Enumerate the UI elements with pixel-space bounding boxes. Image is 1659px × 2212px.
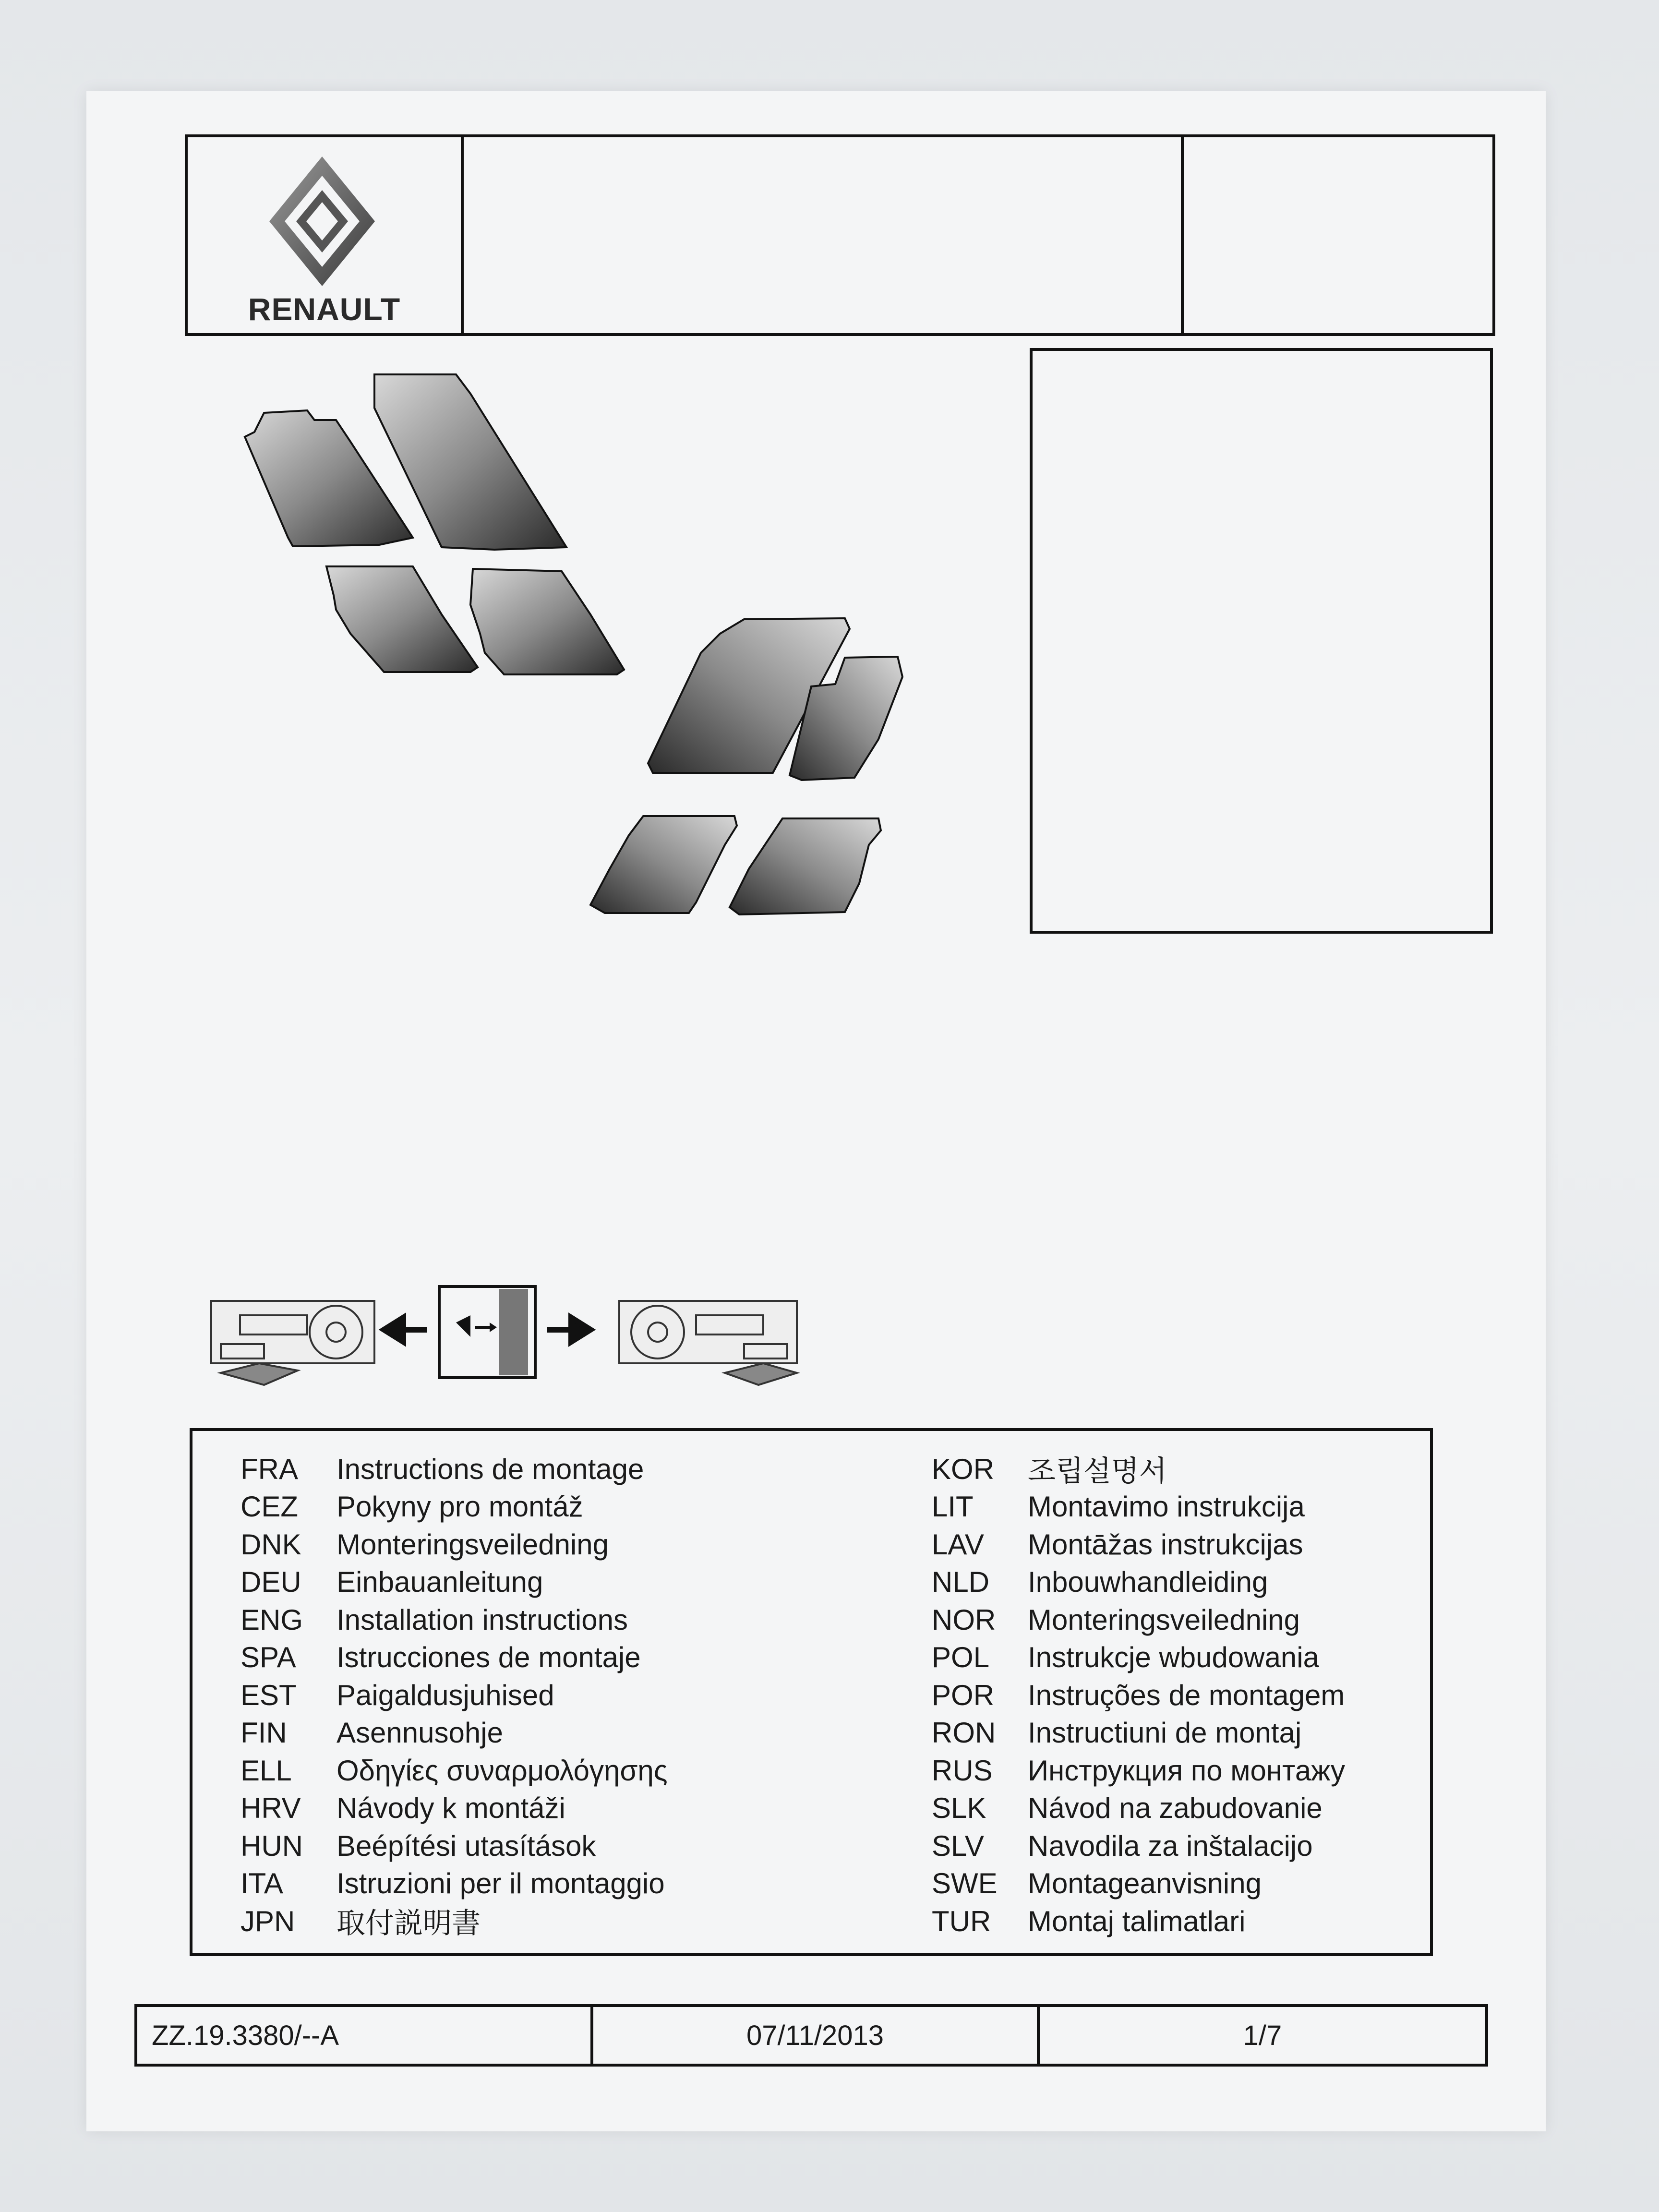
- language-code: EST: [240, 1679, 297, 1711]
- language-row: [932, 1865, 1345, 1903]
- language-row: [932, 1790, 1345, 1827]
- language-column-left: [240, 1450, 668, 1940]
- language-title: Οδηγίες συναρμολόγησης: [337, 1754, 668, 1787]
- language-row: [932, 1601, 1345, 1639]
- language-code: LIT: [932, 1491, 974, 1523]
- language-column-right: [932, 1450, 1345, 1940]
- language-title: Instructions de montage: [337, 1453, 644, 1485]
- left-hand-drive-dashboard-icon: [211, 1301, 374, 1385]
- language-code: DNK: [240, 1528, 301, 1561]
- language-code: FIN: [240, 1717, 287, 1749]
- language-title: Pokyny pro montáž: [337, 1491, 583, 1523]
- language-row: [240, 1450, 668, 1488]
- language-list: [190, 1428, 1433, 1956]
- language-row: [932, 1752, 1345, 1790]
- language-title: Beépítési utasítások: [337, 1829, 596, 1862]
- reference-number: ZZ.19.3380/--A: [137, 2007, 593, 2064]
- language-title: Navodila za inštalacijo: [1028, 1829, 1313, 1862]
- language-code: RUS: [932, 1754, 993, 1787]
- language-code: NLD: [932, 1566, 990, 1599]
- language-row: [932, 1563, 1345, 1601]
- language-title: Instrukcje wbudowania: [1028, 1641, 1320, 1674]
- mat-rear-right-2: [730, 818, 881, 914]
- mat-rear-right: [470, 569, 624, 674]
- drive-side-selector-icon: [439, 1286, 535, 1378]
- language-row: [240, 1790, 668, 1827]
- language-code: SLV: [932, 1829, 984, 1862]
- language-code: ITA: [240, 1867, 283, 1900]
- page-number: 1/7: [1243, 2020, 1282, 2051]
- language-title: Monteringsveiledning: [337, 1528, 609, 1561]
- language-row: [240, 1902, 668, 1940]
- mat-rear-left: [326, 566, 478, 672]
- language-row: [240, 1714, 668, 1752]
- language-title: Asennusohje: [337, 1717, 503, 1749]
- brand-name: RENAULT: [248, 291, 401, 327]
- left-arrow-icon: [384, 1318, 427, 1342]
- language-row: [240, 1676, 668, 1714]
- language-row: [932, 1714, 1345, 1752]
- footer-block: [134, 2004, 1488, 2067]
- language-title: Istruzioni per il montaggio: [337, 1867, 665, 1900]
- language-code: SPA: [240, 1641, 296, 1674]
- language-code: NOR: [932, 1603, 996, 1636]
- language-title: Montāžas instrukcijas: [1028, 1528, 1303, 1561]
- language-row: [932, 1639, 1345, 1677]
- logo-cell: [188, 137, 464, 333]
- title-cell: [464, 137, 1184, 333]
- document-date: 07/11/2013: [593, 2007, 1040, 2064]
- language-title: Einbauanleitung: [337, 1566, 543, 1599]
- language-title: Paigaldusjuhised: [337, 1679, 554, 1711]
- language-row: [240, 1639, 668, 1677]
- language-code: JPN: [240, 1905, 295, 1937]
- language-code: TUR: [932, 1905, 991, 1937]
- language-row: [932, 1488, 1345, 1526]
- language-title: Montavimo instrukcija: [1028, 1491, 1305, 1523]
- language-title: Montageanvisning: [1028, 1867, 1262, 1900]
- language-code: RON: [932, 1717, 996, 1749]
- language-title: Montaj talimatlari: [1028, 1905, 1246, 1937]
- language-title: Inbouwhandleiding: [1028, 1566, 1268, 1599]
- language-code: DEU: [240, 1566, 301, 1599]
- language-title: Monteringsveiledning: [1028, 1603, 1300, 1636]
- language-code: HUN: [240, 1829, 303, 1862]
- language-code: LAV: [932, 1528, 984, 1561]
- language-code: ELL: [240, 1754, 292, 1787]
- header-block: [185, 134, 1495, 336]
- language-title: Istrucciones de montaje: [337, 1641, 641, 1674]
- language-code: SWE: [932, 1867, 998, 1900]
- language-title: 取付説明書: [337, 1907, 481, 1940]
- language-row: [932, 1450, 1345, 1488]
- language-row: [932, 1827, 1345, 1865]
- language-code: ENG: [240, 1603, 303, 1636]
- language-row: [240, 1488, 668, 1526]
- language-code: KOR: [932, 1453, 995, 1485]
- language-code: POR: [932, 1679, 995, 1711]
- language-row: [240, 1865, 668, 1903]
- language-row: [932, 1526, 1345, 1563]
- language-title: Инструкция по монтажу: [1028, 1754, 1345, 1787]
- language-row: [240, 1827, 668, 1865]
- language-row: [932, 1902, 1345, 1940]
- language-code: SLK: [932, 1792, 986, 1825]
- code-cell: [1184, 137, 1492, 333]
- language-title: 조립설명서: [1028, 1455, 1167, 1488]
- language-code: HRV: [240, 1792, 301, 1825]
- language-row: [932, 1676, 1345, 1714]
- mat-rear-left-2: [590, 816, 737, 913]
- drive-side-illustration: [202, 1282, 816, 1397]
- right-hand-drive-dashboard-icon: [619, 1301, 797, 1385]
- language-code: FRA: [240, 1453, 298, 1485]
- floor-mats-icon: [235, 365, 984, 931]
- language-code: POL: [932, 1641, 990, 1674]
- language-title: Návod na zabudovanie: [1028, 1792, 1322, 1825]
- language-row: [240, 1563, 668, 1601]
- image-frame: [1030, 348, 1493, 934]
- language-row: [240, 1601, 668, 1639]
- language-row: [240, 1526, 668, 1563]
- right-arrow-icon: [547, 1318, 590, 1342]
- language-title: Instructiuni de montaj: [1028, 1717, 1302, 1749]
- language-title: Instruções de montagem: [1028, 1679, 1345, 1711]
- language-title: Installation instructions: [337, 1603, 628, 1636]
- language-title: Návody k montáži: [337, 1792, 565, 1825]
- language-row: [240, 1752, 668, 1790]
- language-code: CEZ: [240, 1491, 298, 1523]
- renault-diamond-icon: [269, 156, 375, 286]
